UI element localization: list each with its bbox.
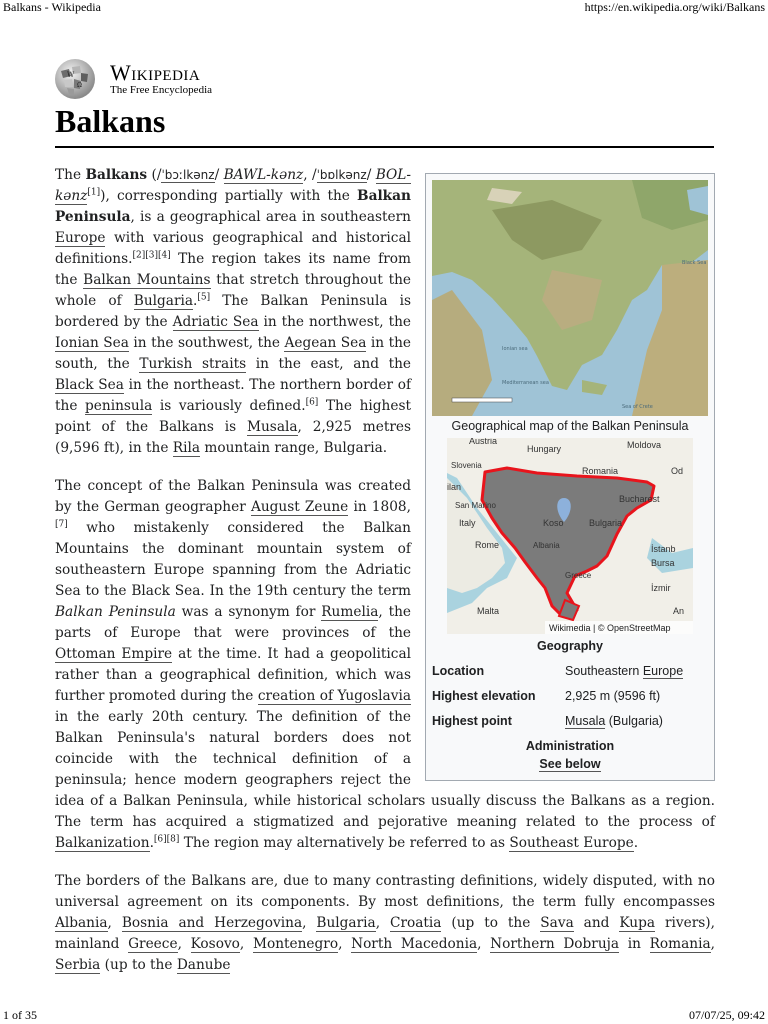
attribution-separator: | © (590, 623, 607, 633)
map2-label-malta: Malta (477, 606, 500, 616)
ref-7[interactable]: [7] (55, 519, 68, 530)
map1-crete-label: Sea of Crete (622, 404, 653, 410)
link-kupa[interactable]: Kupa (619, 915, 656, 931)
attribution-wikimedia-link[interactable]: Wikimedia (549, 623, 591, 633)
link-august-zeune[interactable]: August Zeune (250, 499, 349, 515)
map2-label-slovenia: Slovenia (451, 461, 482, 470)
link-ottoman-empire[interactable]: Ottoman Empire (55, 646, 173, 662)
link-creation-of-yugoslavia[interactable]: creation of Yugoslavia (257, 688, 411, 704)
link-bulgaria[interactable]: Bulgaria (133, 293, 194, 309)
link-musala[interactable]: Musala (246, 419, 298, 435)
link-albania[interactable]: Albania (55, 915, 108, 931)
link-greece[interactable]: Greece (128, 936, 178, 952)
ipa-pronunciation-1[interactable]: ˈbɔːlkənz (161, 168, 215, 182)
article-body (55, 165, 715, 993)
ref-6[interactable]: [6] (305, 397, 319, 408)
link-serbia[interactable]: Serbia (55, 957, 101, 973)
map2-label-koso: Koso (543, 518, 564, 528)
bold-balkan-peninsula: Balkan Peninsula (55, 188, 411, 225)
link-bosnia-and-herzegovina[interactable]: Bosnia and Herzegovina (121, 915, 303, 931)
link-southeast-europe[interactable]: Southeast Europe (509, 835, 634, 851)
link-aegean-sea[interactable]: Aegean Sea (284, 335, 367, 351)
link-croatia[interactable]: Croatia (389, 915, 442, 931)
paragraph-concept: The concept of the Balkan Peninsula was created by the German geographer August Zeune in 1808,[7] who mistakenly considered the Balkan Mountains the dominant mountain system of southeastern Europe spanning from the Adriatic Sea to the Black Sea. In the 19th century the term Balkan Peninsula was a synonym for Rumelia, the parts of Europe that were provinces of the Ottoman Empire at the time. It had a geopolitical rather than a geographical definition, which was further promoted during the creation of Yugoslavia in the early 20th century. The definition of the Balkan Peninsula's natural borders does not coincide with the technical definition of a peninsula; hence modern geographers reject the idea of a Balkan Peninsula, while historical scholars usually discuss the Balkans as a region. The term has acquired a stigmatized and pejorative meaning related to the process of Balkanization.[6][8] The region may alternatively be referred to as Southeast Europe. (55, 478, 715, 851)
map1-ionian-label: Ionian sea (502, 346, 528, 352)
infobox-row-highest-elevation (432, 688, 708, 704)
map-caption: Geographical map of the Balkan Peninsula (451, 419, 689, 433)
infobox-europe-link[interactable]: Europe (642, 664, 684, 678)
link-danube[interactable]: Danube (176, 957, 231, 973)
locator-map-image[interactable] (447, 438, 693, 634)
link-rila[interactable]: Rila (172, 440, 201, 456)
see-below-link[interactable] (432, 756, 708, 772)
map2-label-san-marino: San Marino (455, 501, 496, 510)
map1-mediterranean-label: Mediterranean sea (502, 380, 549, 386)
infobox-value (565, 713, 708, 729)
respelling-1[interactable]: BAWL-kənz (223, 167, 304, 183)
link-sava[interactable]: Sava (540, 915, 574, 931)
link-ionian-sea[interactable]: Ionian Sea (55, 335, 129, 351)
map1-black-sea-label: Black Sea (682, 260, 707, 266)
map2-label-bulgaria: Bulgaria (589, 518, 623, 528)
print-header (0, 0, 768, 14)
bold-balkans: Balkans (85, 167, 148, 183)
infobox-label: Location (432, 664, 485, 678)
link-rumelia[interactable]: Rumelia (321, 604, 379, 620)
wikipedia-wordmark: Wikipedia (110, 60, 201, 85)
paragraph-borders: The borders of the Balkans are, due to many contrasting definitions, widely disputed, with no universal agreement on its components. By most definitions, the term fully encompasses Albania, Bosnia and Herzegovina, Bulgaria, Croatia (up to the Sava and Kupa rivers), mainland Greece, Kosovo, Montenegro, North Macedonia, Northern Dobruja in Romania, Serbia (up to the Danube (55, 873, 715, 973)
link-europe[interactable]: Europe (55, 230, 106, 246)
print-timestamp: 07/07/25, 09:42 (688, 1008, 765, 1022)
infobox-label: Highest elevation (432, 689, 536, 703)
infobox-row-highest-point (432, 713, 708, 729)
svg-text:Wikimedia | © OpenStreetMap (549, 623, 671, 633)
italic-balkan-peninsula: Balkan Peninsula (55, 604, 176, 620)
infobox-value (565, 663, 708, 679)
link-balkanization[interactable]: Balkanization (55, 835, 150, 851)
link-turkish-straits[interactable]: Turkish straits (139, 356, 247, 372)
link-north-macedonia[interactable]: North Macedonia (351, 936, 478, 952)
map2-label-bucharest: Bucharest (619, 494, 660, 504)
page-count: 1 of 35 (3, 1008, 37, 1022)
map2-label-od: Od (671, 466, 684, 476)
ref-1[interactable]: [1] (87, 187, 101, 198)
infobox-value: 2,925 m (9596 ft) (565, 689, 661, 703)
wikipedia-globe-icon (53, 57, 97, 101)
map2-label-greece: Greece (565, 571, 592, 580)
map2-label-austria: Austria (469, 438, 498, 446)
ipa-pronunciation-2[interactable]: ˈbɒlkənz (316, 168, 367, 182)
geographical-map-image[interactable] (432, 180, 708, 416)
infobox-value-suffix: (Bulgaria) (605, 714, 663, 728)
wikipedia-logo[interactable] (53, 57, 233, 103)
map2-label-romania: Romania (582, 466, 619, 476)
map2-label-italy: Italy (459, 518, 476, 528)
map2-label-istanbul: İstanb (651, 544, 676, 554)
map2-label-hungary: Hungary (527, 444, 562, 454)
see-below-label: See below (539, 757, 601, 771)
ref-5[interactable]: [5] (197, 292, 211, 303)
link-montenegro[interactable]: Montenegro (252, 936, 339, 952)
link-bulgaria-2[interactable]: Bulgaria (316, 915, 376, 931)
ref-6-8[interactable]: [6][8] (153, 834, 180, 845)
map2-label-an: An (673, 606, 685, 616)
title-underline (55, 146, 714, 148)
svg-text:Ω: Ω (77, 82, 82, 89)
link-northern-dobruja[interactable]: Northern Dobruja (490, 936, 620, 952)
map2-label-milan: ilan (447, 482, 462, 492)
map2-label-rome: Rome (475, 540, 500, 550)
paragraph-intro: The Balkans (/ˈbɔːlkənz/ BAWL-kənz, /ˈbɒlkənz/ BOL-kənz[1]), corresponding partially with the Balkan Peninsula, is a geographical area in southeastern Europe with various geographical and historical definitions.[2][3][4] The region takes its name from the Balkan Mountains that stretch throughout the whole of Bulgaria.[5] The Balkan Peninsula is bordered by the Adriatic Sea in the northwest, the Ionian Sea in the southwest, the Aegean Sea in the south, the Turkish straits in the east, and the Black Sea in the northeast. The northern border of the peninsula is variously defined.[6] The highest point of the Balkans is Musala, 2,925 metres (9,596 ft), in the Rila mountain range, Bulgaria. (55, 167, 412, 456)
infobox-value-text: Southeastern (565, 664, 643, 678)
infobox-row-location (432, 663, 708, 679)
ref-2-3-4[interactable]: [2][3][4] (132, 250, 171, 261)
print-footer (0, 1008, 768, 1022)
infobox-musala-link[interactable]: Musala (565, 714, 606, 728)
infobox (425, 173, 715, 781)
infobox-label: Highest point (432, 714, 512, 728)
page-title: Balkans (55, 103, 166, 139)
link-adriatic-sea[interactable]: Adriatic Sea (172, 314, 259, 330)
link-black-sea[interactable]: Black Sea (55, 377, 124, 393)
attribution-osm-link[interactable]: OpenStreetMap (607, 623, 671, 633)
svg-text:W: W (67, 71, 75, 79)
link-balkan-mountains[interactable]: Balkan Mountains (83, 272, 211, 288)
respelling-2[interactable]: BOL-kənz (55, 167, 411, 204)
infobox-geography-header: Geography (537, 639, 603, 653)
print-header-url[interactable]: https://en.wikipedia.org/wiki/Balkans (584, 0, 765, 14)
wikipedia-tagline: The Free Encyclopedia (110, 84, 213, 96)
link-romania[interactable]: Romania (649, 936, 711, 952)
infobox-administration-header: Administration (525, 739, 615, 753)
link-peninsula[interactable]: peninsula (85, 398, 153, 414)
print-header-title: Balkans - Wikipedia (3, 0, 101, 14)
map2-label-izmir: İzmir (651, 583, 671, 593)
map2-label-albania: Albania (533, 541, 560, 550)
map2-label-bursa: Bursa (651, 558, 675, 568)
map2-label-moldova: Moldova (627, 440, 662, 450)
link-kosovo[interactable]: Kosovo (190, 936, 240, 952)
